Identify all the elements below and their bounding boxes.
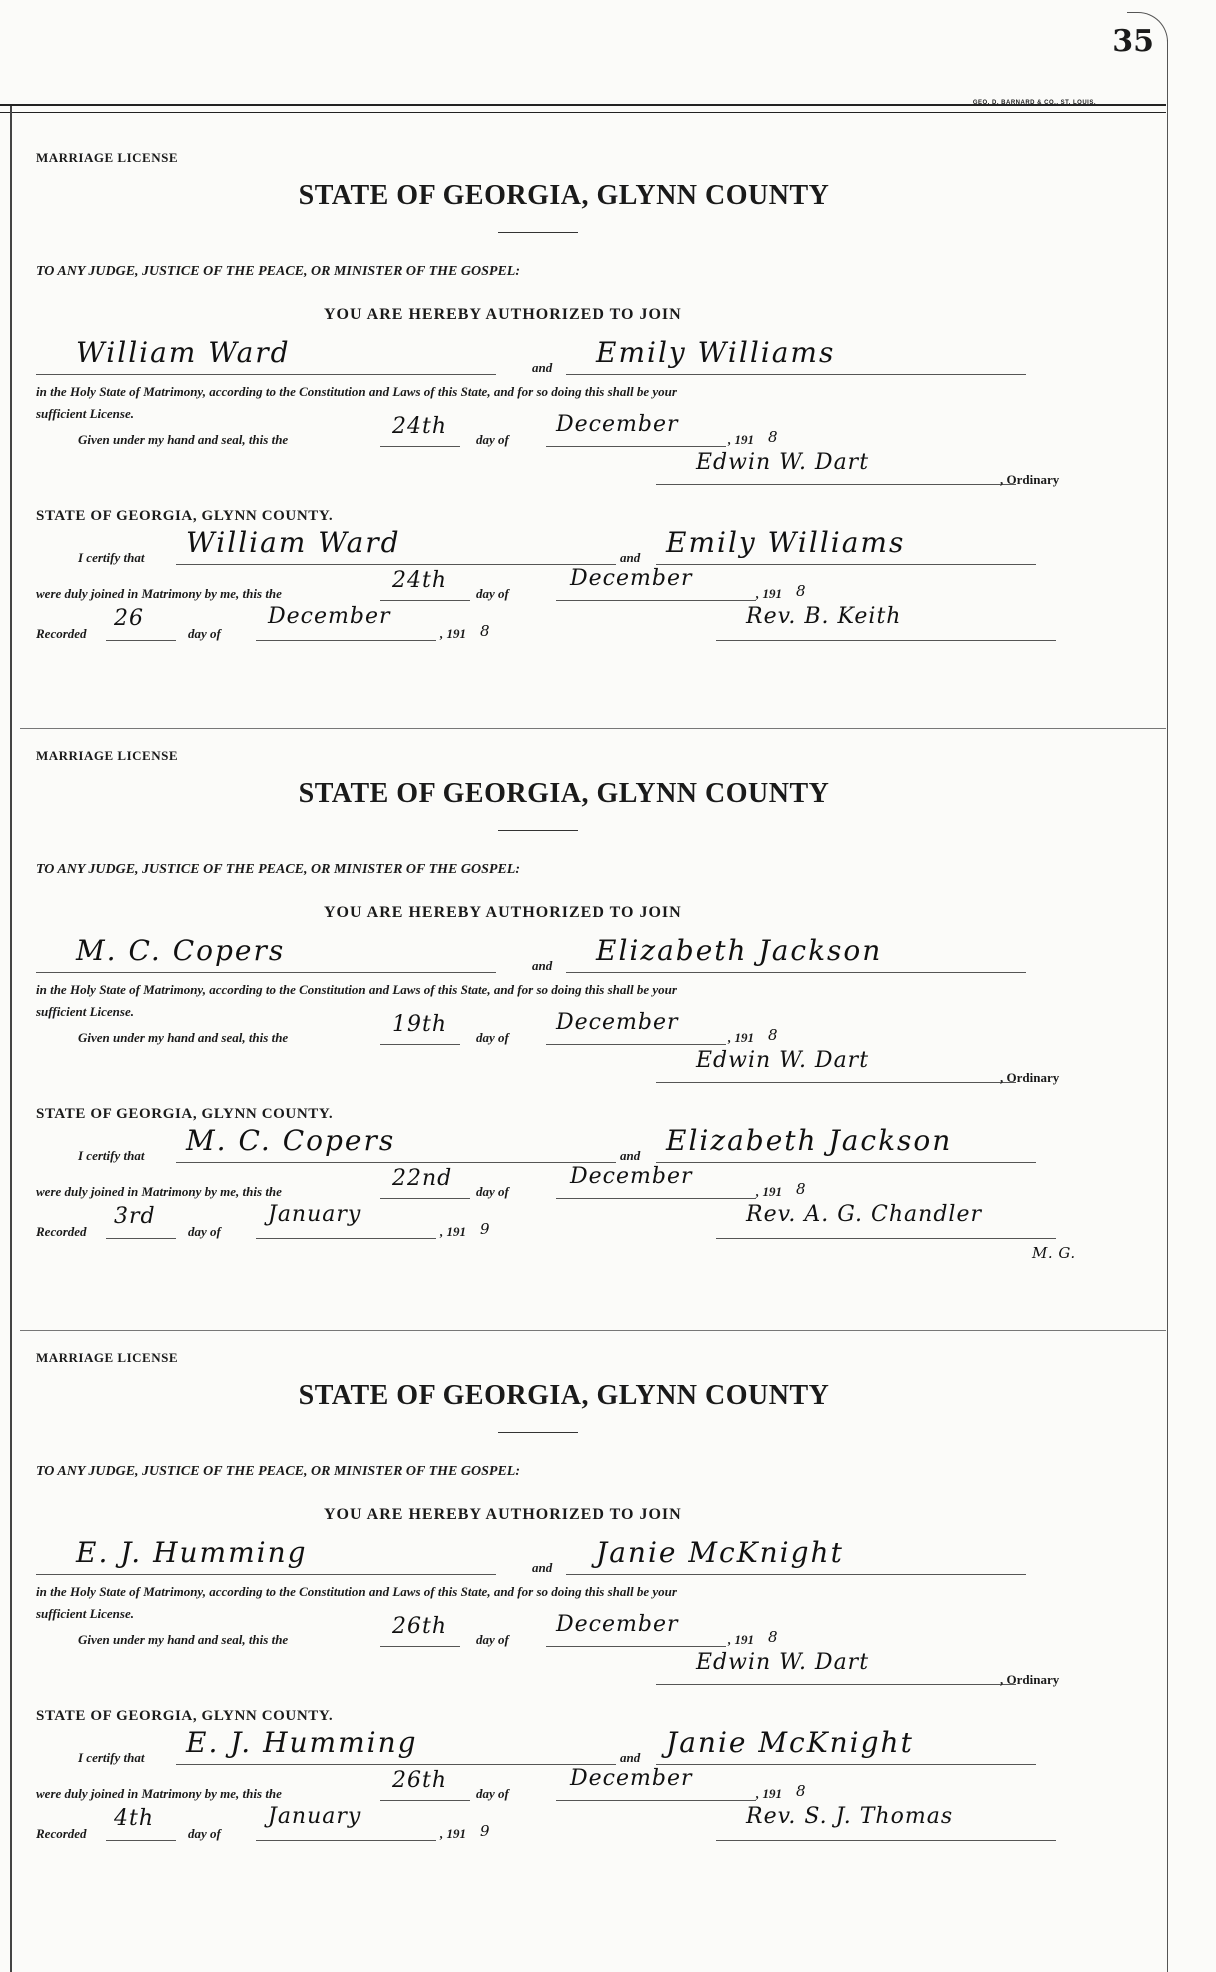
record-title: STATE OF GEORGIA, GLYNN COUNTY (298, 1380, 830, 1411)
married-day-line (380, 600, 470, 601)
binding-margin-rule (10, 106, 12, 1972)
license-month: December (556, 1010, 679, 1035)
married-day-line (380, 1800, 470, 1801)
given-label: Given under my hand and seal, this the (78, 432, 289, 447)
bride-line (566, 1574, 1026, 1575)
groom-name: William Ward (76, 336, 291, 369)
license-year-digit: 8 (768, 428, 779, 446)
married-month: December (570, 1164, 693, 1189)
day-of-label: day of (476, 432, 509, 447)
license-month: December (556, 1612, 679, 1637)
record-title: STATE OF GEORGIA, GLYNN COUNTY (298, 180, 830, 211)
groom-line (36, 374, 496, 375)
married-month-line (556, 1800, 756, 1801)
officiant-signature: Rev. B. Keith (746, 604, 902, 629)
recorded-day-of: day of (188, 1224, 221, 1239)
recorded-year-digit: 8 (480, 622, 491, 640)
officiant-signature: Rev. S. J. Thomas (746, 1804, 954, 1829)
cert-bride-name: Emily Williams (666, 526, 906, 559)
certify-label: I certify that (78, 1148, 145, 1163)
groom-name: E. J. Humming (76, 1536, 308, 1569)
title-rule (498, 232, 578, 233)
officiant-line (716, 1238, 1056, 1239)
sufficient-label: sufficient License. (36, 406, 134, 421)
married-month: December (570, 1766, 693, 1791)
married-day-line (380, 1198, 470, 1199)
marriage-record (36, 748, 1092, 1348)
cert-groom-name: M. C. Copers (186, 1124, 396, 1157)
joined-label: were duly joined in Matrimony by me, this the (36, 1786, 282, 1801)
ordinary-signature: Edwin W. Dart (696, 1048, 870, 1073)
recorded-day: 4th (114, 1806, 155, 1831)
certificate-heading: STATE OF GEORGIA, GLYNN COUNTY. (36, 1106, 334, 1122)
address-line: TO ANY JUDGE, JUSTICE OF THE PEACE, OR MINISTER OF THE GOSPEL: (36, 862, 520, 877)
cert-bride-line (656, 1764, 1036, 1765)
married-year-digit: 8 (796, 1782, 807, 1800)
married-month: December (570, 566, 693, 591)
recorded-day-line (106, 640, 176, 641)
record-divider (20, 728, 1166, 729)
address-line: TO ANY JUDGE, JUSTICE OF THE PEACE, OR MINISTER OF THE GOSPEL: (36, 1464, 520, 1479)
given-label: Given under my hand and seal, this the (78, 1030, 289, 1045)
recorded-day: 3rd (114, 1204, 156, 1229)
license-day: 19th (392, 1012, 448, 1037)
married-day-of: day of (476, 1786, 509, 1801)
ordinary-label: , Ordinary (1000, 1672, 1060, 1687)
license-month-line (546, 1646, 726, 1647)
license-year-prefix: , 191 (728, 1030, 754, 1045)
groom-line (36, 1574, 496, 1575)
recorded-year-digit: 9 (480, 1220, 491, 1238)
cert-bride-line (656, 1162, 1036, 1163)
ordinary-line (656, 1684, 1016, 1685)
cert-bride-name: Elizabeth Jackson (666, 1124, 953, 1157)
married-day: 22nd (392, 1166, 453, 1191)
license-month-line (546, 446, 726, 447)
cert-groom-name: William Ward (186, 526, 401, 559)
license-day-line (380, 1646, 460, 1647)
recorded-month-line (256, 640, 436, 641)
cert-and-label: and (620, 1750, 641, 1765)
recorded-month-line (256, 1840, 436, 1841)
joined-label: were duly joined in Matrimony by me, this the (36, 586, 282, 601)
sufficient-label: sufficient License. (36, 1004, 134, 1019)
officiant-signature: Rev. A. G. Chandler (746, 1202, 982, 1227)
recorded-year-digit: 9 (480, 1822, 491, 1840)
certify-label: I certify that (78, 1750, 145, 1765)
page-number: 35 (1112, 24, 1154, 59)
header-rule-thin (0, 112, 1166, 113)
recorded-label: Recorded (36, 1224, 87, 1239)
married-month-line (556, 1198, 756, 1199)
married-month-line (556, 600, 756, 601)
recorded-year-prefix: , 191 (440, 626, 466, 641)
license-year-digit: 8 (768, 1026, 779, 1044)
license-label: MARRIAGE LICENSE (36, 748, 178, 763)
bride-name: Janie McKnight (596, 1536, 844, 1569)
record-divider (20, 1330, 1166, 1331)
record-title: STATE OF GEORGIA, GLYNN COUNTY (298, 778, 830, 809)
married-year-prefix: , 191 (756, 586, 782, 601)
cert-and-label: and (620, 1148, 641, 1163)
cert-bride-line (656, 564, 1036, 565)
license-year-digit: 8 (768, 1628, 779, 1646)
ordinary-line (656, 484, 1016, 485)
cert-and-label: and (620, 550, 641, 565)
recorded-day-line (106, 1840, 176, 1841)
bride-line (566, 374, 1026, 375)
header-rule (0, 104, 1166, 106)
recorded-year-prefix: , 191 (440, 1826, 466, 1841)
cert-groom-line (176, 1162, 616, 1163)
married-year-prefix: , 191 (756, 1786, 782, 1801)
ordinary-label: , Ordinary (1000, 1070, 1060, 1085)
day-of-label: day of (476, 1632, 509, 1647)
printer-imprint: GEO. D. BARNARD & CO., ST. LOUIS. (972, 100, 1096, 106)
recorded-label: Recorded (36, 1826, 87, 1841)
certificate-heading: STATE OF GEORGIA, GLYNN COUNTY. (36, 1708, 334, 1724)
bride-name: Elizabeth Jackson (596, 934, 883, 967)
marriage-record (36, 150, 1092, 750)
recorded-day-line (106, 1238, 176, 1239)
groom-line (36, 972, 496, 973)
ordinary-label: , Ordinary (1000, 472, 1060, 487)
authorized-line: YOU ARE HEREBY AUTHORIZED TO JOIN (324, 904, 682, 921)
bride-line (566, 972, 1026, 973)
license-day-line (380, 446, 460, 447)
marriage-record (36, 1350, 1092, 1950)
married-year-digit: 8 (796, 582, 807, 600)
title-rule (498, 1432, 578, 1433)
and-label: and (532, 360, 553, 375)
matrimony-clause: in the Holy State of Matrimony, according to the Constitution and Laws of this State, and for so doing this shall be your (36, 384, 677, 399)
officiant-line (716, 640, 1056, 641)
day-of-label: day of (476, 1030, 509, 1045)
license-year-prefix: , 191 (728, 1632, 754, 1647)
and-label: and (532, 1560, 553, 1575)
recorded-day-of: day of (188, 1826, 221, 1841)
recorded-month: January (268, 1804, 362, 1829)
recorded-year-prefix: , 191 (440, 1224, 466, 1239)
license-month-line (546, 1044, 726, 1045)
page-edge (1167, 40, 1168, 1972)
groom-name: M. C. Copers (76, 934, 286, 967)
given-label: Given under my hand and seal, this the (78, 1632, 289, 1647)
authorized-line: YOU ARE HEREBY AUTHORIZED TO JOIN (324, 306, 682, 323)
license-month: December (556, 412, 679, 437)
cert-groom-line (176, 564, 616, 565)
recorded-label: Recorded (36, 626, 87, 641)
ordinary-line (656, 1082, 1016, 1083)
cert-groom-line (176, 1764, 616, 1765)
certify-label: I certify that (78, 550, 145, 565)
license-day-line (380, 1044, 460, 1045)
recorded-day: 26 (114, 606, 144, 631)
title-rule (498, 830, 578, 831)
sufficient-label: sufficient License. (36, 1606, 134, 1621)
license-day: 26th (392, 1614, 448, 1639)
recorded-day-of: day of (188, 626, 221, 641)
license-year-prefix: , 191 (728, 432, 754, 447)
joined-label: were duly joined in Matrimony by me, this the (36, 1184, 282, 1199)
cert-bride-name: Janie McKnight (666, 1726, 914, 1759)
married-day-of: day of (476, 1184, 509, 1199)
ordinary-signature: Edwin W. Dart (696, 450, 870, 475)
married-day: 24th (392, 568, 448, 593)
officiant-line (716, 1840, 1056, 1841)
license-label: MARRIAGE LICENSE (36, 150, 178, 165)
married-year-digit: 8 (796, 1180, 807, 1198)
married-day-of: day of (476, 586, 509, 601)
married-day: 26th (392, 1768, 448, 1793)
recorded-month: January (268, 1202, 362, 1227)
matrimony-clause: in the Holy State of Matrimony, according to the Constitution and Laws of this State, and for so doing this shall be your (36, 982, 677, 997)
married-year-prefix: , 191 (756, 1184, 782, 1199)
address-line: TO ANY JUDGE, JUSTICE OF THE PEACE, OR MINISTER OF THE GOSPEL: (36, 264, 520, 279)
authorized-line: YOU ARE HEREBY AUTHORIZED TO JOIN (324, 1506, 682, 1523)
certificate-heading: STATE OF GEORGIA, GLYNN COUNTY. (36, 508, 334, 524)
recorded-month-line (256, 1238, 436, 1239)
officiant-note: M. G. (1032, 1244, 1076, 1262)
cert-groom-name: E. J. Humming (186, 1726, 418, 1759)
license-label: MARRIAGE LICENSE (36, 1350, 178, 1365)
ordinary-signature: Edwin W. Dart (696, 1650, 870, 1675)
license-day: 24th (392, 414, 448, 439)
bride-name: Emily Williams (596, 336, 836, 369)
and-label: and (532, 958, 553, 973)
recorded-month: December (268, 604, 391, 629)
matrimony-clause: in the Holy State of Matrimony, according to the Constitution and Laws of this State, and for so doing this shall be your (36, 1584, 677, 1599)
